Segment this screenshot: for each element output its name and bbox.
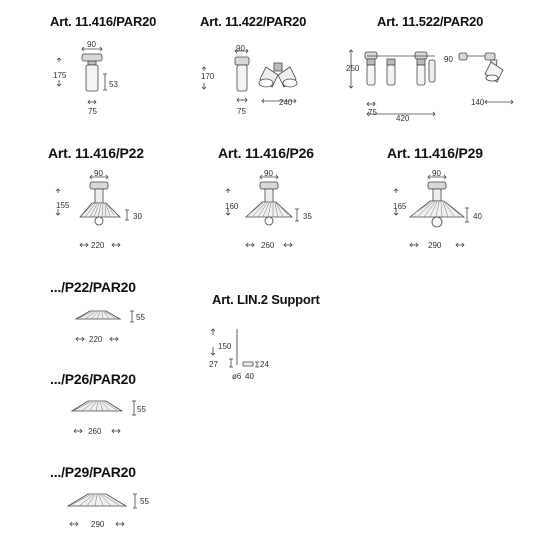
dimension-label: 250 (346, 64, 360, 73)
dimension-label: 90 (87, 40, 96, 49)
product-title: Art. LIN.2 Support (212, 292, 320, 307)
product-title: .../P29/PAR20 (50, 464, 136, 480)
dimension-label: 35 (303, 212, 312, 221)
product-title: .../P22/PAR20 (50, 279, 136, 295)
dimension-label: 90 (444, 55, 453, 64)
shade-accessory-drawing (62, 488, 152, 533)
pleated-shade-lamp-drawing (50, 165, 160, 255)
dimension-label: 24 (260, 360, 269, 369)
dimension-label: 55 (137, 405, 146, 414)
dimension-label: 240 (279, 98, 293, 107)
dimension-label: 40 (473, 212, 482, 221)
dimension-label: 90 (94, 169, 103, 178)
dimension-label: 220 (89, 335, 103, 344)
dimension-label: 260 (261, 241, 275, 250)
dimension-label: 27 (209, 360, 218, 369)
dimension-label: 160 (225, 202, 239, 211)
product-title: .../P26/PAR20 (50, 371, 136, 387)
dimension-label: 175 (53, 71, 67, 80)
dimension-label: 290 (91, 520, 105, 529)
dimension-label: 90 (264, 169, 273, 178)
product-title: Art. 11.416/PAR20 (50, 14, 157, 29)
product-title: Art. 11.416/P29 (387, 145, 483, 161)
dimension-label: 150 (218, 342, 232, 351)
dimension-label: 75 (368, 108, 377, 117)
product-title: Art. 11.422/PAR20 (200, 14, 307, 29)
dimension-label: 90 (236, 44, 245, 53)
dimension-label: 75 (237, 107, 246, 116)
dimension-label: 420 (396, 114, 410, 123)
dimension-label: 75 (88, 107, 97, 116)
dimension-label: 170 (201, 72, 215, 81)
dimension-label: ø6 (232, 372, 242, 381)
double-spotlight-drawing (200, 45, 330, 115)
dimension-label: 220 (91, 241, 105, 250)
dimension-label: 165 (393, 202, 407, 211)
product-title: Art. 11.416/P26 (218, 145, 314, 161)
shade-accessory-drawing (70, 305, 150, 350)
product-title: Art. 11.522/PAR20 (377, 14, 484, 29)
shade-accessory-drawing (66, 395, 150, 440)
product-title: Art. 11.416/P22 (48, 145, 144, 161)
dimension-label: 40 (245, 372, 254, 381)
dimension-label: 53 (109, 80, 118, 89)
dimension-label: 155 (56, 201, 70, 210)
dimension-label: 30 (133, 212, 142, 221)
dimension-label: 55 (140, 497, 149, 506)
dimension-label: 140 (471, 98, 485, 107)
dimension-label: 55 (136, 313, 145, 322)
dimension-label: 290 (428, 241, 442, 250)
dimension-label: 260 (88, 427, 102, 436)
dimension-label: 90 (432, 169, 441, 178)
